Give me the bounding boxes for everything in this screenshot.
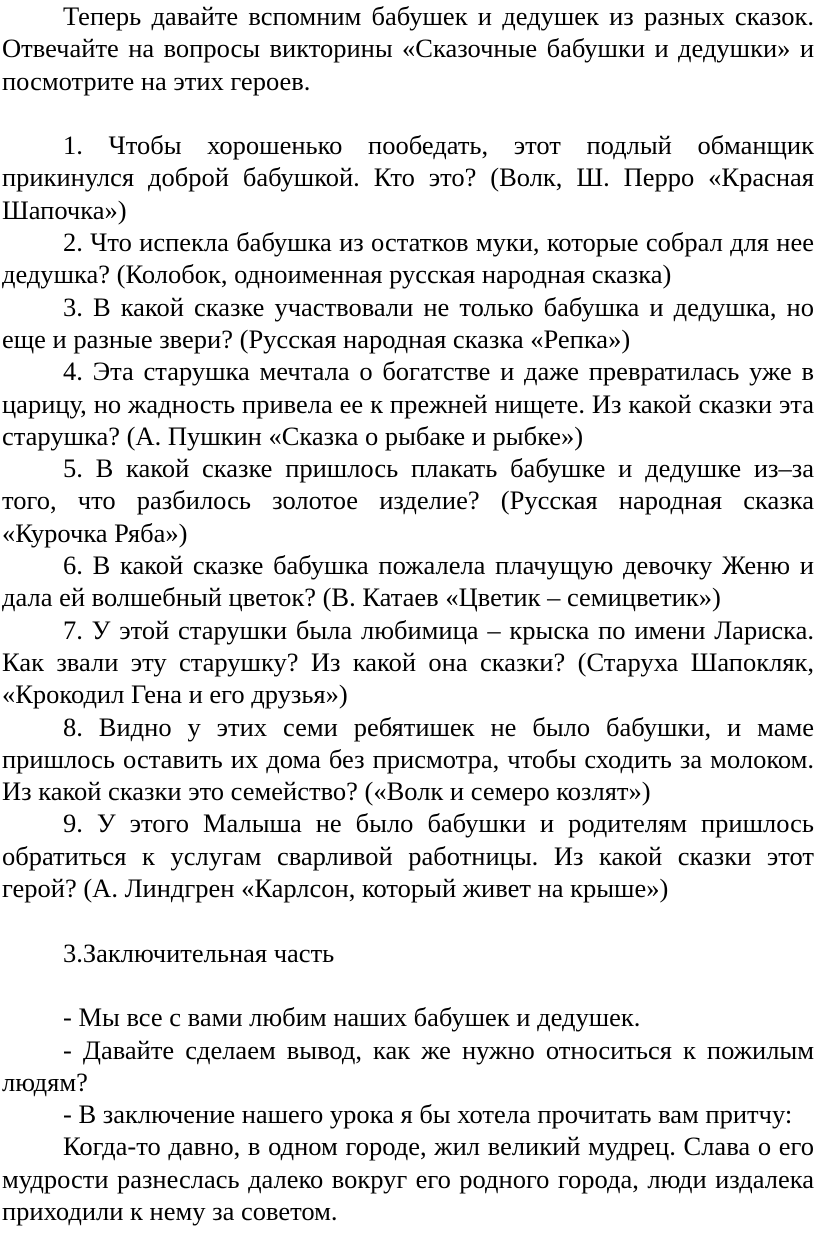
- parable-paragraph: Когда-то давно, в одном городе, жил великий мудрец. Слава о его мудрости разнеслась далеко вокруг его родного города, люди издалека приходили к нему за советом.: [2, 1131, 814, 1226]
- quiz-question-9: 9. У этого Малыша не было бабушки и родителям пришлось обратиться к услугам сварливой работницы. Из какой сказки этот герой? (А. Линдгрен «Карлсон, который живет на крыше»): [2, 808, 814, 904]
- quiz-question-3: 3. В какой сказке участвовали не только бабушка и дедушка, но еще и разные звери? (Русская народная сказка «Репка»): [2, 291, 814, 354]
- quiz-question-5: 5. В какой сказке пришлось плакать бабушке и дедушке из–за того, что разбилось золотое изделие? (Русская народная сказка «Курочка Ряба»): [2, 453, 814, 548]
- intro-paragraph: Теперь давайте вспомним бабушек и дедушек из разных сказок. Отвечайте на вопросы викторины «Сказочные бабушки и дедушки» и посмотрите на этих героев.: [2, 1, 814, 96]
- conclusion-line-3: - В заключение нашего урока я бы хотела прочитать вам притчу:: [63, 1099, 793, 1130]
- conclusion-line-2: - Давайте сделаем вывод, как же нужно относиться к пожилым людям?: [2, 1034, 814, 1097]
- quiz-question-7: 7. У этой старушки была любимица – крыска по имени Лариска. Как звали эту старушку? Из какой она сказки? (Старуха Шапокляк, «Крокодил Гена и его друзья»): [2, 614, 814, 710]
- quiz-question-4: 4. Эта старушка мечтала о богатстве и даже превратилась уже в царицу, но жадность привела ее к прежней нищете. Из какой сказки эта старушка? (А. Пушкин «Сказка о рыбаке и рыбке»): [2, 356, 814, 451]
- blank-line: [2, 969, 814, 1001]
- quiz-question-8: 8. Видно у этих семи ребятишек не было бабушки, и маме пришлось оставить их дома без присмотра, чтобы сходить за молоком. Из какой сказки это семейство? («Волк и семеро козлят»): [2, 711, 814, 807]
- blank-line: [2, 904, 814, 936]
- quiz-question-6: 6. В какой сказке бабушка пожалела плачущую девочку Женю и дала ей волшебный цветок? (В. Катаев «Цветик – семицветик»): [2, 550, 814, 613]
- section-heading: 3.Заключительная часть: [63, 937, 335, 968]
- quiz-question-1: 1. Чтобы хорошенько пообедать, этот подлый обманщик прикинулся доброй бабушкой. Кто это? (Волк, Ш. Перро «Красная Шапочка»): [2, 130, 814, 225]
- conclusion-line-1: - Мы все с вами любим наших бабушек и дедушек.: [63, 1002, 641, 1033]
- blank-line: [2, 97, 814, 129]
- quiz-question-2: 2. Что испекла бабушка из остатков муки, которые собрал для нее дедушка? (Колобок, одноименная русская народная сказка): [2, 227, 814, 290]
